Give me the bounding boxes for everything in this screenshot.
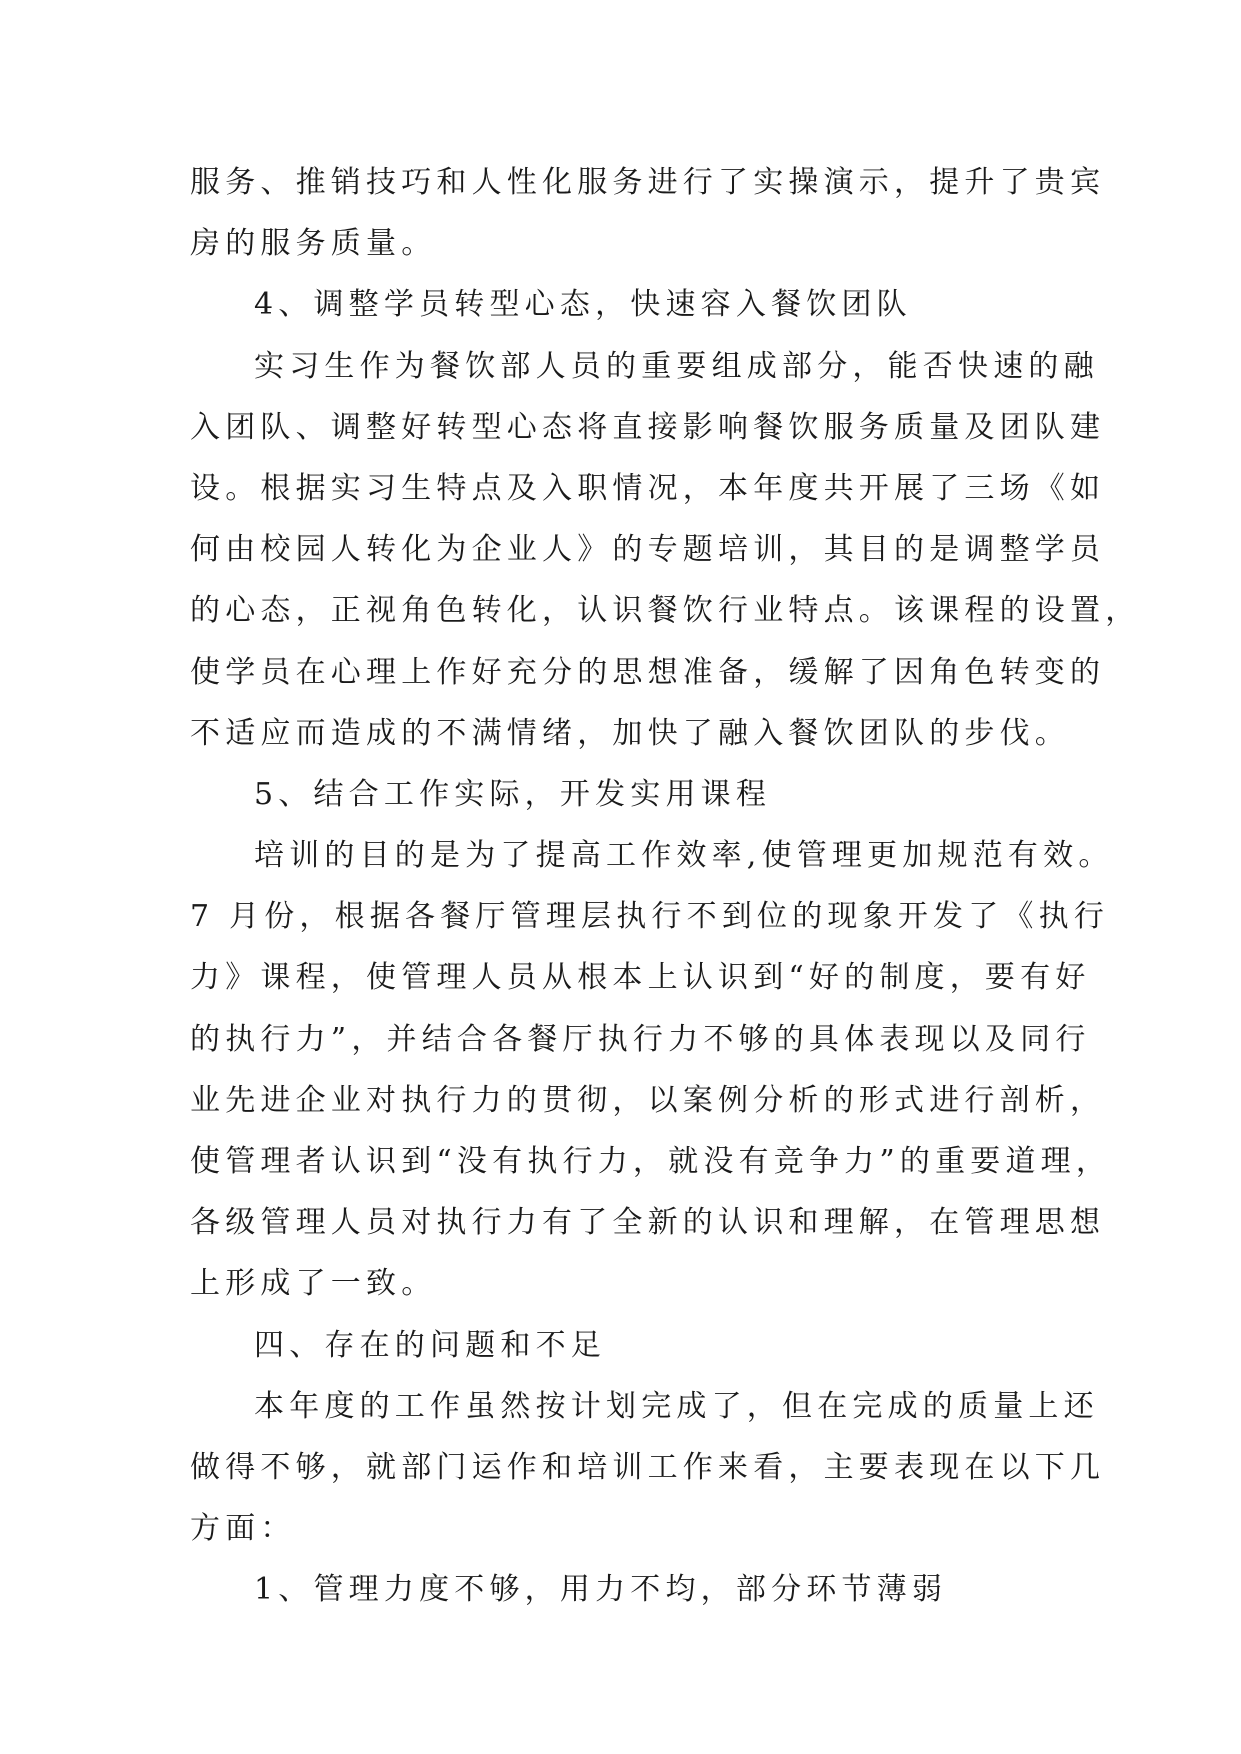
section-heading: 四、存在的问题和不足 — [254, 1327, 606, 1363]
body-line: 方面： — [190, 1511, 296, 1547]
body-line: 不适应而造成的不满情绪，加快了融入餐饮团队的步伐。 — [190, 715, 1070, 751]
body-line: 服务、推销技巧和人性化服务进行了实操演示，提升了贵宾 — [190, 165, 1106, 200]
body-line: 力》课程，使管理人员从根本上认识到“好的制度，要有好 — [190, 960, 1091, 996]
body-line: 设。根据实习生特点及入职情况，本年度共开展了三场《如 — [190, 470, 1106, 506]
body-line: 培训的目的是为了提高工作效率,使管理更加规范有效。 — [254, 838, 1114, 874]
body-line: 的执行力”，并结合各餐厅执行力不够的具体表现以及同行 — [190, 1021, 1091, 1057]
body-line: 7 月份，根据各餐厅管理层执行不到位的现象开发了《执行 — [190, 899, 1110, 935]
body-line: 做得不够，就部门运作和培训工作来看，主要表现在以下几 — [190, 1449, 1106, 1485]
body-line: 各级管理人员对执行力有了全新的认识和理解，在管理思想 — [190, 1205, 1106, 1241]
body-line: 业先进企业对执行力的贯彻，以案例分析的形式进行剖析， — [190, 1082, 1106, 1118]
section-heading: 5、结合工作实际，开发实用课程 — [254, 776, 772, 812]
body-line: 使管理者认识到“没有执行力，就没有竞争力”的重要道理， — [190, 1144, 1112, 1179]
section-heading: 4、调整学员转型心态，快速容入餐饮团队 — [254, 287, 912, 323]
document-body — [190, 152, 1141, 1621]
body-line: 上形成了一致。 — [190, 1266, 437, 1302]
body-line: 何由校园人转化为企业人》的专题培训，其目的是调整学员 — [190, 532, 1106, 568]
body-line: 的心态，正视角色转化，认识餐饮行业特点。该课程的设置， — [190, 593, 1141, 629]
body-line: 入团队、调整好转型心态将直接影响餐饮服务质量及团队建 — [190, 409, 1106, 445]
body-line: 实习生作为餐饮部人员的重要组成部分，能否快速的融 — [254, 348, 1099, 384]
body-line: 房的服务质量。 — [190, 226, 437, 262]
section-heading: 1、管理力度不够，用力不均，部分环节薄弱 — [254, 1572, 948, 1608]
body-line: 使学员在心理上作好充分的思想准备，缓解了因角色转变的 — [190, 654, 1106, 690]
body-line: 本年度的工作虽然按计划完成了，但在完成的质量上还 — [254, 1388, 1099, 1424]
